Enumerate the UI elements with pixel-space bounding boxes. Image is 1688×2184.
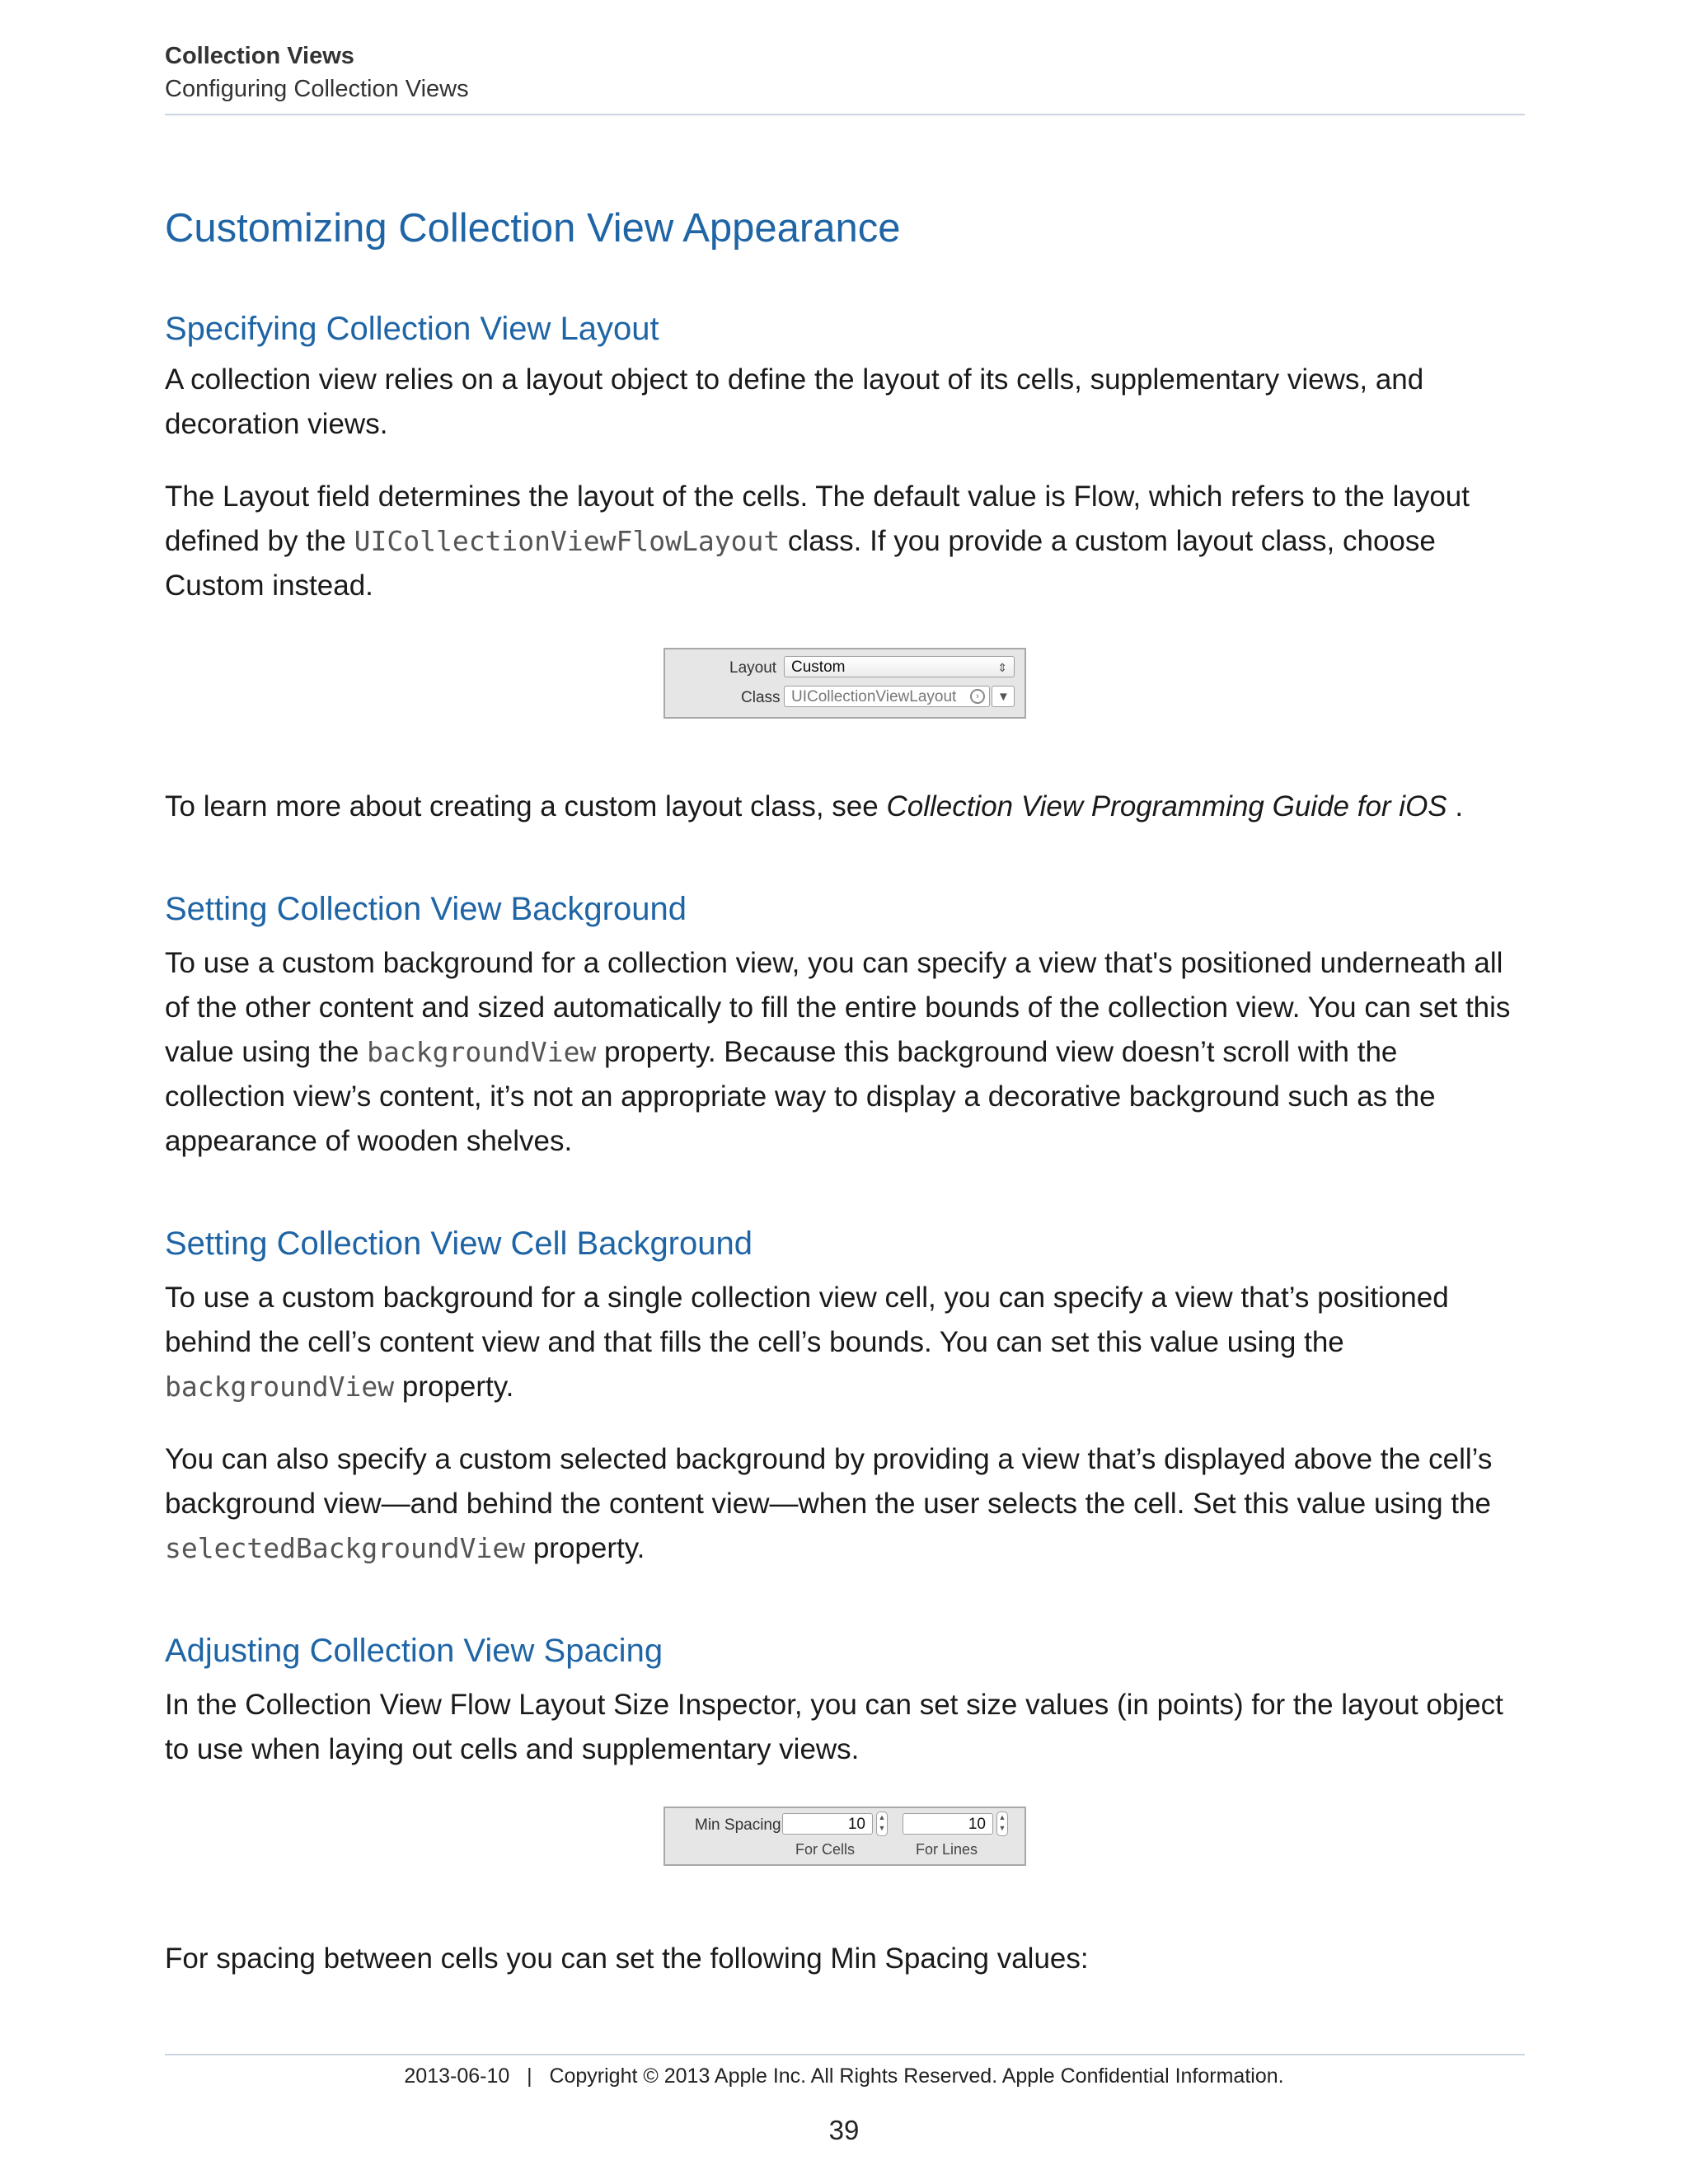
header-divider (165, 114, 1525, 115)
paragraph-learn-more: To learn more about creating a custom layout class, see Collection View Programming Guide for iOS . (165, 790, 1464, 823)
spacing-inspector-figure (165, 1807, 1525, 1866)
footer-divider (165, 2054, 1525, 2055)
min-spacing-label: Min Spacing (695, 1816, 781, 1834)
page-title: Customizing Collection View Appearance (165, 206, 901, 251)
footer-copyright: 2013-06-10 | Copyright © 2013 Apple Inc. All Rights Reserved. Apple Confidential Information. (404, 2064, 1284, 2088)
for-lines-caption: For Lines (916, 1841, 978, 1858)
layout-inspector-figure (165, 648, 1525, 719)
code-background-view: backgroundView (367, 1036, 597, 1068)
chapter-title: Collection Views (165, 43, 354, 69)
paragraph-background: To use a custom background for a collection view, you can specify a view that's positioned underneath all of the other content and sized automatically to fill the entire bounds of the collection view. You can set this value using the backgroundView property. Because this background view doesn’t scroll with the collection view’s content, it’s not an appropriate way to display a decorative background such as the appearance of wooden shelves. (165, 947, 1511, 1157)
page-number: 39 (828, 2115, 860, 2145)
code-cell-background-view: backgroundView (165, 1371, 395, 1403)
page-content (165, 194, 1525, 1981)
paragraph-min-spacing: For spacing between cells you can set the following Min Spacing values: (165, 1943, 1089, 1975)
paragraph-size-inspector: In the Collection View Flow Layout Size Inspector, you can set size values (in points) for the layout object to use when laying out cells and supplementary views. (165, 1689, 1503, 1765)
section-title: Configuring Collection Views (165, 76, 469, 102)
popup-arrows-icon: ⇕ (997, 661, 1007, 674)
class-field[interactable]: UICollectionViewLayout (784, 686, 990, 707)
min-spacing-lines-field[interactable]: 10 (903, 1813, 993, 1835)
paragraph-selected-background: You can also specify a custom selected background by providing a view that’s displayed above the cell’s background view—and behind the content view—when the user selects the cell. Set this value using the selectedBackgroundView property. (165, 1443, 1493, 1564)
paragraph-layout-field: The Layout field determines the layout of the cells. The default value is Flow, which refers to the layout defined by the UICollectionViewFlowLayout class. If you provide a custom layout class, choose Custom instead. (165, 480, 1470, 602)
running-header (165, 40, 1525, 105)
layout-inspector-panel (663, 648, 1026, 719)
min-spacing-cells-field[interactable]: 10 (782, 1813, 873, 1835)
dropdown-triangle-icon: ▼ (997, 690, 1010, 704)
heading-specifying-layout: Specifying Collection View Layout (165, 311, 659, 347)
class-label: Class (741, 689, 781, 706)
cells-stepper[interactable]: ▲ ▼ (876, 1811, 888, 1836)
heading-cell-background: Setting Collection View Cell Background (165, 1226, 753, 1262)
go-arrow-icon[interactable]: › (970, 689, 985, 704)
class-dropdown-button[interactable] (992, 686, 1015, 707)
heading-background: Setting Collection View Background (165, 891, 687, 927)
paragraph-cell-background: To use a custom background for a single collection view cell, you can specify a view that’s positioned behind the cell’s content view and that fills the cell’s bounds. You can set this value using the backgroundView property. (165, 1282, 1449, 1403)
layout-label: Layout (729, 659, 777, 677)
code-flow-layout: UICollectionViewFlowLayout (354, 525, 781, 557)
for-cells-caption: For Cells (795, 1841, 856, 1858)
spacing-inspector-panel (663, 1807, 1026, 1866)
layout-popup[interactable]: Custom ⇕ (784, 656, 1015, 677)
paragraph-layout-object: A collection view relies on a layout object to define the layout of its cells, supplementary views, and decoration views. (165, 363, 1424, 440)
lines-stepper[interactable]: ▲ ▼ (996, 1811, 1008, 1836)
guide-reference: Collection View Programming Guide for iOS (886, 790, 1447, 823)
heading-spacing: Adjusting Collection View Spacing (165, 1633, 663, 1669)
code-selected-background-view: selectedBackgroundView (165, 1532, 526, 1564)
